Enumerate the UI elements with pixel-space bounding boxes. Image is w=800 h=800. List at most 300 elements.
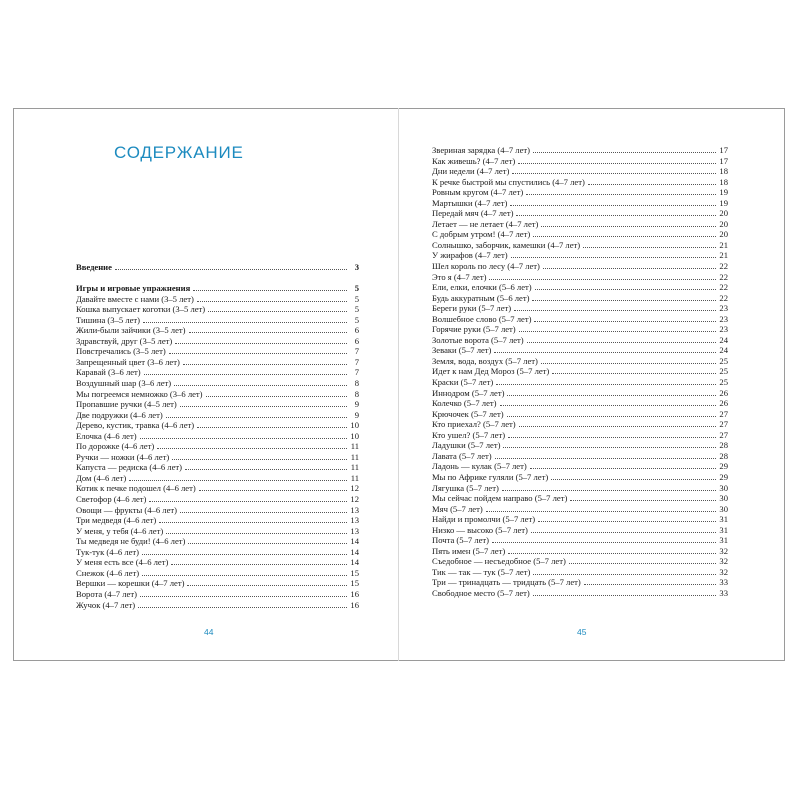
- toc-entry[interactable]: [76, 515, 359, 526]
- toc-leader-dots: [584, 584, 716, 585]
- toc-entry[interactable]: [432, 366, 728, 377]
- toc-entry[interactable]: [76, 473, 359, 484]
- toc-entry[interactable]: [76, 357, 359, 368]
- toc-entry-page: 11: [350, 472, 359, 483]
- toc-entry[interactable]: [432, 525, 728, 536]
- toc-entry-page: 14: [350, 557, 359, 568]
- toc-entry[interactable]: [432, 472, 728, 483]
- toc-leader-dots: [171, 564, 347, 565]
- toc-leader-dots: [129, 480, 347, 481]
- toc-entry[interactable]: [76, 378, 359, 389]
- toc-leader-dots: [115, 269, 347, 270]
- toc-leader-dots: [159, 522, 347, 523]
- toc-entry-label: Три медведя (4–6 лет): [76, 515, 157, 526]
- toc-entry-page: 12: [350, 483, 359, 494]
- toc-leader-dots: [533, 152, 716, 153]
- toc-entry-label: Воздушный шар (3–6 лет): [76, 378, 172, 389]
- toc-entry-label: Ручки — ножки (4–6 лет): [76, 451, 170, 462]
- toc-entry-label: Краски (5–7 лет): [432, 377, 494, 388]
- toc-leader-dots: [166, 417, 347, 418]
- toc-leader-dots: [583, 247, 716, 248]
- toc-leader-dots: [174, 385, 347, 386]
- toc-entry[interactable]: [432, 324, 728, 335]
- toc-entry[interactable]: [432, 345, 728, 356]
- toc-leader-dots: [142, 575, 347, 576]
- toc-entry-page: 10: [350, 420, 359, 431]
- toc-entry-page: 22: [719, 261, 728, 272]
- toc-entry[interactable]: [432, 409, 728, 420]
- toc-leader-dots: [516, 215, 716, 216]
- toc-entry[interactable]: [432, 451, 728, 462]
- toc-entry-label: Ты медведя не буди! (4–6 лет): [76, 536, 186, 547]
- toc-leader-dots: [144, 374, 347, 375]
- toc-entry-label: Горячие руки (5–7 лет): [432, 324, 516, 335]
- toc-entry-label: Будь аккуратным (5–6 лет): [432, 292, 530, 303]
- toc-leader-dots: [519, 331, 716, 332]
- toc-entry-label: Мы погреемся немножко (3–6 лет): [76, 388, 203, 399]
- toc-entry[interactable]: [76, 462, 359, 473]
- toc-leader-dots: [531, 532, 716, 533]
- toc-entry[interactable]: [432, 440, 728, 451]
- toc-entry[interactable]: [432, 293, 728, 304]
- toc-entry[interactable]: [432, 388, 728, 399]
- toc-entry-label: Светофор (4–6 лет): [76, 494, 147, 505]
- toc-leader-dots: [142, 554, 347, 555]
- toc-entry[interactable]: [76, 452, 359, 463]
- toc-leader-dots: [508, 437, 716, 438]
- toc-leader-dots: [543, 268, 716, 269]
- toc-entry[interactable]: [432, 588, 728, 599]
- toc-leader-dots: [157, 448, 347, 449]
- toc-entry-label: Дни недели (4–7 лет): [432, 166, 510, 177]
- toc-entry-page: 23: [719, 303, 728, 314]
- toc-entry-label: Две подружки (4–6 лет): [76, 409, 163, 420]
- toc-entry-page: 8: [354, 388, 359, 399]
- toc-entry-label: Волшебное слово (5–7 лет): [432, 313, 532, 324]
- toc-entry-page: 33: [719, 577, 728, 588]
- toc-leader-dots: [187, 585, 347, 586]
- toc-entry-label: Солнышко, заборчик, камешки (4–7 лет): [432, 239, 581, 250]
- toc-entry[interactable]: [76, 410, 359, 421]
- toc-entry-label: Здравствуй, друг (3–5 лет): [76, 335, 173, 346]
- toc-entry-label: Жучок (4–7 лет): [76, 599, 136, 610]
- toc-entry-label: Каравай (3–6 лет): [76, 367, 141, 378]
- toc-entry[interactable]: [432, 504, 728, 515]
- toc-entry-label: Низко — высоко (5–7 лет): [432, 524, 528, 535]
- toc-leader-dots: [534, 321, 716, 322]
- toc-entry[interactable]: [432, 483, 728, 494]
- toc-entry-page: 21: [719, 250, 728, 261]
- toc-entry-label: К речке быстрой мы спустились (4–7 лет): [432, 176, 585, 187]
- toc-entry-label: У жирафов (4–7 лет): [432, 250, 508, 261]
- toc-entry-label: Летает — не летает (4–7 лет): [432, 218, 539, 229]
- toc-leader-dots: [495, 458, 716, 459]
- toc-entry-page: 6: [354, 335, 359, 346]
- toc-leader-dots: [140, 438, 347, 439]
- toc-leader-dots: [533, 595, 716, 596]
- toc-entry-page: 15: [350, 578, 359, 589]
- toc-entry-page: 11: [350, 451, 359, 462]
- toc-entry[interactable]: [432, 356, 728, 367]
- toc-leader-dots: [508, 553, 716, 554]
- toc-entry-page: 22: [719, 271, 728, 282]
- toc-entry-page: 30: [719, 503, 728, 514]
- page-number-right: 45: [577, 627, 587, 637]
- toc-entry-page: 11: [350, 441, 359, 452]
- toc-entry-label: Крючочек (5–7 лет): [432, 408, 504, 419]
- toc-entry[interactable]: [432, 398, 728, 409]
- toc-entry-page: 30: [719, 482, 728, 493]
- toc-entry[interactable]: [76, 399, 359, 410]
- toc-leader-dots: [527, 342, 716, 343]
- toc-entry-label: Это я (4–7 лет): [432, 271, 487, 282]
- toc-leader-dots: [197, 427, 347, 428]
- toc-entry-label: У меня есть все (4–6 лет): [76, 557, 169, 568]
- toc-entry-label: Зеваки (5–7 лет): [432, 345, 492, 356]
- toc-entry[interactable]: [432, 461, 728, 472]
- toc-entry-label: Тук-тук (4–6 лет): [76, 546, 140, 557]
- toc-entry[interactable]: [76, 336, 359, 347]
- toc-entry-page: 23: [719, 324, 728, 335]
- toc-entry-label: Почта (5–7 лет): [432, 535, 490, 546]
- toc-leader-dots: [569, 563, 716, 564]
- toc-entry-label: Мы по Африке гуляли (5–7 лет): [432, 471, 549, 482]
- toc-leader-dots: [518, 163, 716, 164]
- toc-entry-page: 19: [719, 197, 728, 208]
- toc-entry[interactable]: [76, 568, 359, 579]
- toc-entry-label: Давайте вместе с нами (3–5 лет): [76, 293, 194, 304]
- toc-entry[interactable]: [432, 567, 728, 578]
- toc-entry-page: 17: [719, 145, 728, 155]
- toc-entry-label: Три — тринадцать — тридцать (5–7 лет): [432, 577, 581, 588]
- toc-entry-page: 27: [719, 408, 728, 419]
- toc-entry[interactable]: [432, 261, 728, 272]
- toc-entry[interactable]: [76, 483, 359, 494]
- toc-entry[interactable]: [76, 557, 359, 568]
- toc-entry-page: 14: [350, 546, 359, 557]
- toc-entry[interactable]: [76, 294, 359, 305]
- toc-entry[interactable]: [432, 282, 728, 293]
- toc-entry-page: 7: [354, 346, 359, 357]
- toc-entry-page: 32: [719, 545, 728, 556]
- toc-entry-label: Найди и промолчи (5–7 лет): [432, 514, 536, 525]
- toc-entry[interactable]: [76, 389, 359, 400]
- toc-entry[interactable]: [432, 219, 728, 230]
- toc-leader-dots: [208, 311, 347, 312]
- toc-leader-dots: [185, 469, 347, 470]
- toc-leader-dots: [172, 459, 347, 460]
- toc-entry-label: Ровным кругом (4–7 лет): [432, 187, 524, 198]
- toc-entry-page: 8: [354, 378, 359, 389]
- toc-leader-dots: [533, 574, 716, 575]
- toc-leader-dots: [494, 352, 716, 353]
- toc-entry-page: 26: [719, 387, 728, 398]
- toc-entry-label: По дорожке (4–6 лет): [76, 441, 155, 452]
- toc-leader-dots: [541, 226, 716, 227]
- toc-entry-page: 7: [354, 367, 359, 378]
- toc-leader-dots: [149, 501, 347, 502]
- page-gutter: [398, 108, 399, 661]
- toc-entry[interactable]: [76, 431, 359, 442]
- toc-entry-label: Котик к печке подошел (4–6 лет): [76, 483, 196, 494]
- toc-entry[interactable]: [432, 240, 728, 251]
- toc-entry-page: 20: [719, 218, 728, 229]
- toc-entry-page: 11: [350, 462, 359, 473]
- toc-right-column: [432, 145, 728, 599]
- toc-leader-dots: [180, 406, 347, 407]
- toc-leader-dots: [496, 384, 716, 385]
- toc-entry-label: У меня, у тебя (4–6 лет): [76, 525, 164, 536]
- toc-left-column: [76, 262, 359, 610]
- toc-spacer: [76, 273, 359, 284]
- toc-entry-label: Дерево, кустик, травка (4–6 лет): [76, 420, 195, 431]
- toc-entry-page: 21: [719, 239, 728, 250]
- toc-entry-label: Свободное место (5–7 лет): [432, 587, 530, 598]
- toc-entry[interactable]: [432, 314, 728, 325]
- toc-entry-label: Лягушка (5–7 лет): [432, 482, 499, 493]
- toc-leader-dots: [486, 511, 716, 512]
- toc-entry-page: 5: [354, 283, 359, 294]
- toc-entry-label: Введение: [76, 262, 112, 272]
- toc-entry[interactable]: [76, 536, 359, 547]
- toc-leader-dots: [489, 279, 716, 280]
- toc-entry-page: 31: [719, 524, 728, 535]
- toc-entry-label: Кошка выпускает коготки (3–5 лет): [76, 304, 206, 315]
- toc-entry-label: Береги руки (5–7 лет): [432, 303, 512, 314]
- toc-leader-dots: [507, 395, 716, 396]
- toc-entry-page: 25: [719, 355, 728, 366]
- toc-leader-dots: [511, 257, 716, 258]
- toc-entry-label: Тишина (3–5 лет): [76, 314, 141, 325]
- toc-entry[interactable]: [432, 577, 728, 588]
- toc-entry-label: Снежок (4–6 лет): [76, 567, 140, 578]
- toc-leader-dots: [193, 290, 347, 291]
- toc-entry-label: Пять имен (5–7 лет): [432, 545, 506, 556]
- toc-entry-page: 9: [354, 409, 359, 420]
- toc-entry-label: Шел король по лесу (4–7 лет): [432, 261, 540, 272]
- toc-leader-dots: [514, 310, 716, 311]
- toc-entry[interactable]: [432, 208, 728, 219]
- toc-entry[interactable]: [432, 493, 728, 504]
- toc-leader-dots: [519, 426, 716, 427]
- toc-entry-label: Пропавшие ручки (4–5 лет): [76, 399, 177, 410]
- toc-entry-page: 29: [719, 471, 728, 482]
- toc-entry[interactable]: [432, 166, 728, 177]
- toc-entry-page: 32: [719, 566, 728, 577]
- toc-entry[interactable]: [432, 303, 728, 314]
- toc-leader-dots: [503, 447, 716, 448]
- toc-entry-page: 26: [719, 398, 728, 409]
- toc-entry-label: Жили-были зайчики (3–5 лет): [76, 325, 186, 336]
- toc-entry[interactable]: [76, 547, 359, 558]
- toc-entry-label: Золотые ворота (5–7 лет): [432, 334, 524, 345]
- toc-entry-label: Ворота (4–7 лет): [76, 588, 137, 599]
- toc-leader-dots: [140, 596, 347, 597]
- toc-entry-page: 22: [719, 292, 728, 303]
- toc-leader-dots: [535, 289, 716, 290]
- toc-leader-dots: [502, 490, 716, 491]
- toc-entry[interactable]: [432, 430, 728, 441]
- toc-entry-page: 16: [350, 588, 359, 599]
- toc-leader-dots: [183, 364, 347, 365]
- toc-entry[interactable]: [432, 198, 728, 209]
- toc-entry-page: 6: [354, 325, 359, 336]
- toc-entry-label: Мяч (5–7 лет): [432, 503, 483, 514]
- toc-entry-label: Колечко (5–7 лет): [432, 398, 497, 409]
- toc-entry-page: 18: [719, 166, 728, 177]
- toc-entry-label: С добрым утром! (4–7 лет): [432, 229, 531, 240]
- toc-entry-label: Мы сейчас пойдем направо (5–7 лет): [432, 493, 568, 504]
- toc-entry-page: 20: [719, 229, 728, 240]
- toc-leader-dots: [492, 542, 716, 543]
- toc-entry[interactable]: [76, 494, 359, 505]
- toc-entry[interactable]: [432, 514, 728, 525]
- toc-entry[interactable]: [76, 420, 359, 431]
- toc-entry-page: 24: [719, 334, 728, 345]
- toc-entry[interactable]: [432, 177, 728, 188]
- toc-leader-dots: [199, 490, 347, 491]
- toc-entry-label: Запрещенный цвет (3–6 лет): [76, 356, 180, 367]
- toc-entry-label: Кто приехал? (5–7 лет): [432, 419, 516, 430]
- toc-entry-label: Как живешь? (4–7 лет): [432, 155, 516, 166]
- toc-entry-label: Съедобное — несъедобное (5–7 лет): [432, 556, 566, 567]
- toc-entry-page: 12: [350, 494, 359, 505]
- page-title: СОДЕРЖАНИЕ: [114, 143, 244, 162]
- toc-entry[interactable]: [432, 272, 728, 283]
- toc-leader-dots: [512, 173, 716, 174]
- toc-entry-page: 31: [719, 535, 728, 546]
- toc-entry-label: Дом (4–6 лет): [76, 472, 127, 483]
- toc-entry-page: 3: [354, 262, 359, 272]
- toc-entry-label: Лавата (5–7 лет): [432, 450, 492, 461]
- toc-leader-dots: [188, 543, 347, 544]
- page-number-left: 44: [204, 627, 214, 637]
- toc-entry-label: Мартышки (4–7 лет): [432, 197, 508, 208]
- toc-entry-page: 27: [719, 419, 728, 430]
- toc-section-entry[interactable]: [76, 262, 359, 273]
- toc-entry-page: 18: [719, 176, 728, 187]
- toc-leader-dots: [175, 343, 347, 344]
- toc-leader-dots: [570, 500, 716, 501]
- toc-entry[interactable]: [432, 187, 728, 198]
- toc-entry-page: 15: [350, 567, 359, 578]
- toc-entry-page: 13: [350, 525, 359, 536]
- toc-leader-dots: [541, 363, 716, 364]
- toc-entry[interactable]: [76, 304, 359, 315]
- toc-entry[interactable]: [432, 250, 728, 261]
- toc-entry-label: Земля, вода, воздух (5–7 лет): [432, 355, 538, 366]
- toc-entry-page: 28: [719, 440, 728, 451]
- toc-leader-dots: [189, 332, 347, 333]
- toc-entry-label: Овощи — фрукты (4–6 лет): [76, 504, 178, 515]
- toc-entry[interactable]: [76, 325, 359, 336]
- toc-entry-page: 14: [350, 536, 359, 547]
- toc-leader-dots: [533, 236, 716, 237]
- toc-leader-dots: [166, 533, 347, 534]
- toc-entry[interactable]: [432, 229, 728, 240]
- toc-entry-page: 25: [719, 377, 728, 388]
- toc-entry-page: 9: [354, 399, 359, 410]
- toc-entry[interactable]: [76, 505, 359, 516]
- toc-leader-dots: [588, 184, 716, 185]
- toc-entry-page: 17: [719, 155, 728, 166]
- toc-leader-dots: [206, 396, 347, 397]
- toc-section-entry[interactable]: [76, 283, 359, 294]
- toc-leader-dots: [532, 300, 716, 301]
- toc-leader-dots: [197, 301, 347, 302]
- toc-entry-label: Повстречались (3–5 лет): [76, 346, 166, 357]
- toc-entry[interactable]: [76, 578, 359, 589]
- toc-entry-label: Тик — так — тук (5–7 лет): [432, 566, 531, 577]
- toc-entry-label: Иннодром (5–7 лет): [432, 387, 505, 398]
- toc-entry[interactable]: [76, 600, 359, 611]
- toc-entry-page: 30: [719, 493, 728, 504]
- toc-entry-page: 22: [719, 282, 728, 293]
- toc-entry-page: 29: [719, 461, 728, 472]
- toc-leader-dots: [551, 479, 716, 480]
- toc-entry[interactable]: [76, 346, 359, 357]
- toc-leader-dots: [526, 194, 716, 195]
- toc-entry[interactable]: [76, 315, 359, 326]
- toc-entry[interactable]: [432, 419, 728, 430]
- toc-entry-page: 23: [719, 313, 728, 324]
- toc-leader-dots: [500, 405, 716, 406]
- toc-entry[interactable]: [432, 546, 728, 557]
- toc-entry-page: 27: [719, 429, 728, 440]
- toc-entry[interactable]: [432, 535, 728, 546]
- toc-entry[interactable]: [76, 589, 359, 600]
- toc-leader-dots: [143, 322, 347, 323]
- toc-entry-page: 19: [719, 187, 728, 198]
- toc-entry[interactable]: [432, 335, 728, 346]
- toc-entry-page: 13: [350, 504, 359, 515]
- toc-entry-page: 10: [350, 430, 359, 441]
- toc-entry-page: 20: [719, 208, 728, 219]
- toc-entry-label: Капуста — редиска (4–6 лет): [76, 462, 183, 473]
- toc-entry-page: 5: [354, 314, 359, 325]
- toc-entry[interactable]: [432, 377, 728, 388]
- toc-entry-page: 13: [350, 515, 359, 526]
- toc-entry-label: Ладонь — кулак (5–7 лет): [432, 461, 527, 472]
- toc-entry-label: Ели, елки, елочки (5–6 лет): [432, 282, 532, 293]
- toc-entry[interactable]: [76, 367, 359, 378]
- toc-entry-page: 7: [354, 356, 359, 367]
- toc-leader-dots: [530, 468, 716, 469]
- toc-leader-dots: [180, 512, 347, 513]
- toc-entry-label: Звериная зарядка (4–7 лет): [432, 145, 530, 155]
- toc-entry[interactable]: [432, 145, 728, 156]
- toc-leader-dots: [538, 521, 716, 522]
- toc-entry-page: 5: [354, 293, 359, 304]
- toc-entry-page: 33: [719, 587, 728, 598]
- toc-entry-page: 5: [354, 304, 359, 315]
- toc-leader-dots: [510, 205, 716, 206]
- toc-entry-page: 28: [719, 450, 728, 461]
- toc-leader-dots: [552, 373, 716, 374]
- toc-entry-page: 31: [719, 514, 728, 525]
- toc-entry-label: Идет к нам Дед Мороз (5–7 лет): [432, 366, 550, 377]
- toc-entry[interactable]: [432, 556, 728, 567]
- toc-leader-dots: [169, 353, 347, 354]
- toc-entry[interactable]: [76, 526, 359, 537]
- toc-entry-label: Кто ушел? (5–7 лет): [432, 429, 506, 440]
- toc-entry[interactable]: [76, 441, 359, 452]
- toc-leader-dots: [138, 607, 347, 608]
- toc-entry-label: Елочка (4–6 лет): [76, 430, 137, 441]
- toc-entry-label: Ладушки (5–7 лет): [432, 440, 501, 451]
- toc-entry-page: 24: [719, 345, 728, 356]
- toc-entry[interactable]: [432, 156, 728, 167]
